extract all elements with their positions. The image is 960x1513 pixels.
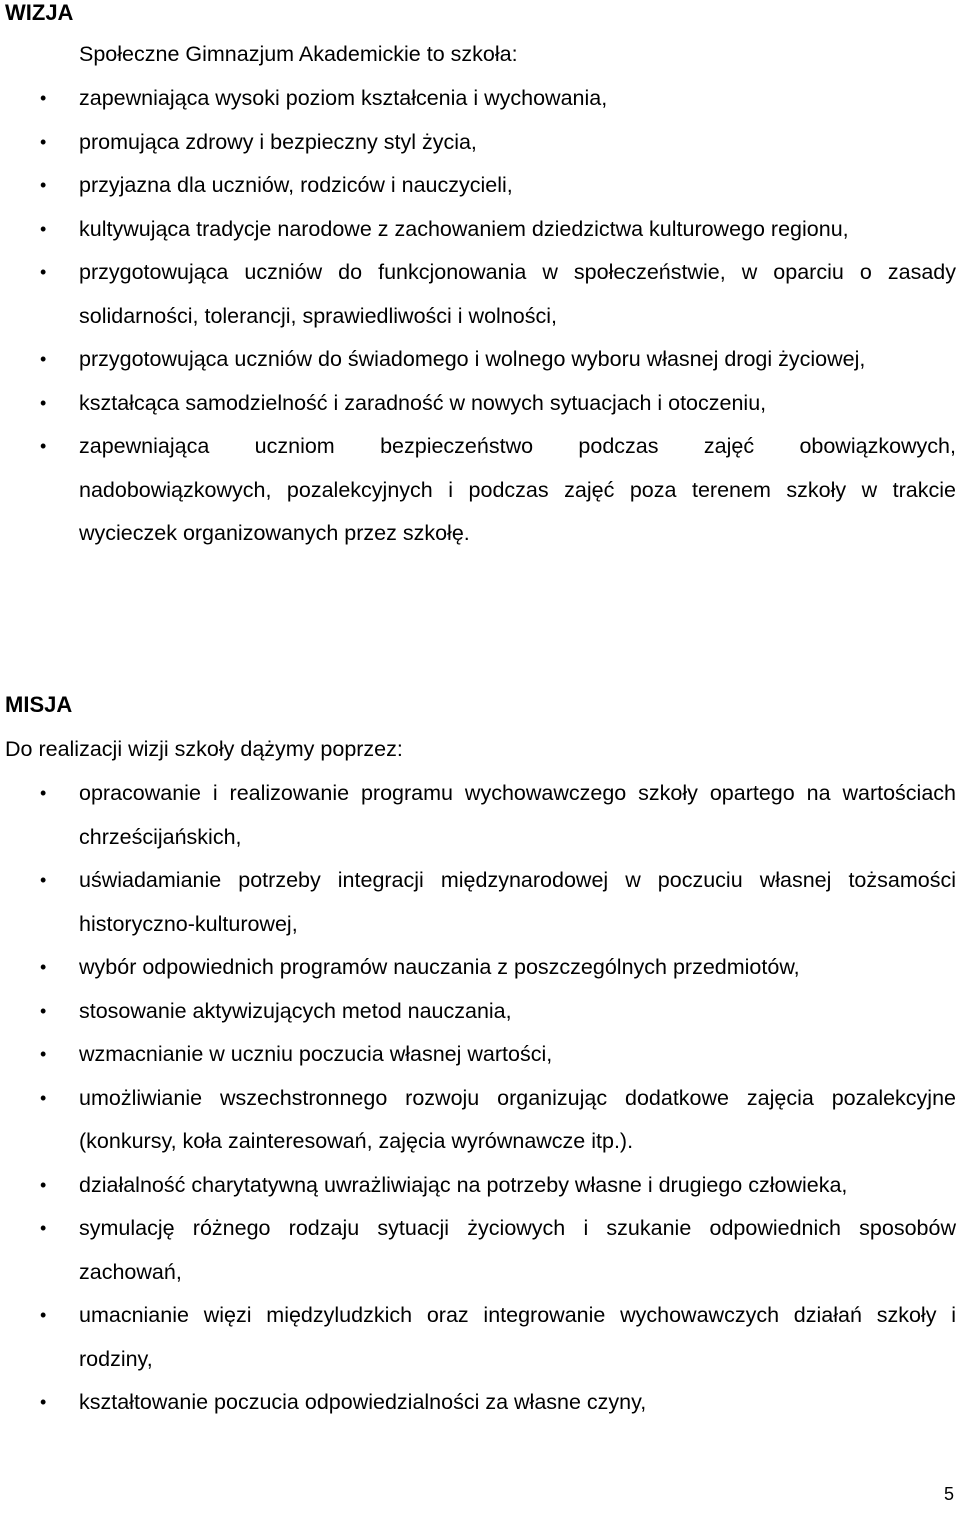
list-item: • promująca zdrowy i bezpieczny styl życia,	[0, 121, 956, 165]
mission-heading: MISJA	[5, 692, 73, 717]
list-item: • zapewniająca uczniom bezpieczeństwo podczas zajęć obowiązkowych, nadobowiązkowych, pozalekcyjnych i podczas zajęć poza terenem szkoły w trakcie wycieczek organizowanych przez szkołę.	[0, 425, 956, 556]
bullet-icon: •	[40, 218, 47, 239]
vision-heading: WIZJA	[5, 0, 74, 25]
bullet-icon: •	[40, 1000, 47, 1021]
list-item: • przyjazna dla uczniów, rodziców i nauczycieli,	[0, 164, 956, 208]
list-item: • umacnianie więzi międzyludzkich oraz integrowanie wychowawczych działań szkoły i rodziny,	[0, 1294, 956, 1381]
list-item: • kształcąca samodzielność i zaradność w nowych sytuacjach i otoczeniu,	[0, 382, 956, 426]
bullet-icon: •	[40, 957, 47, 977]
list-item: • kształtowanie poczucia odpowiedzialności za własne czyny,	[0, 1381, 956, 1425]
list-item: • przygotowująca uczniów do świadomego i wolnego wyboru własnej drogi życiowej,	[0, 338, 956, 382]
bullet-icon: •	[40, 349, 47, 369]
bullet-icon: •	[40, 1218, 47, 1238]
bullet-icon: •	[40, 88, 47, 108]
bullet-icon: •	[40, 1087, 47, 1108]
list-item: • umożliwianie wszechstronnego rozwoju organizując dodatkowe zajęcia pozalekcyjne (konkursy, koła zainteresowań, zajęcia wyrównawcze itp.).	[0, 1077, 956, 1164]
bullet-icon: •	[40, 1174, 47, 1195]
list-item: • przygotowująca uczniów do funkcjonowania w społeczeństwie, w oparciu o zasady solidarności, tolerancji, sprawiedliwości i wolności,	[0, 251, 956, 338]
mission-list	[0, 772, 956, 1425]
list-item: • uświadamianie potrzeby integracji międzynarodowej w poczuciu własnej tożsamości historyczno-kulturowej,	[0, 859, 956, 946]
bullet-icon: •	[40, 175, 47, 195]
bullet-icon: •	[40, 392, 47, 413]
list-item: • opracowanie i realizowanie programu wychowawczego szkoły opartego na wartościach chrześcijańskich,	[0, 772, 956, 859]
bullet-icon: •	[40, 436, 47, 456]
page-number: 5	[943, 1484, 954, 1504]
mission-intro: Do realizacji wizji szkoły dążymy poprzez:	[5, 737, 403, 761]
list-item: • działalność charytatywną uwrażliwiając na potrzeby własne i drugiego człowieka,	[0, 1164, 956, 1208]
bullet-icon: •	[40, 131, 47, 152]
list-item: • wzmacnianie w uczniu poczucia własnej wartości,	[0, 1033, 956, 1077]
bullet-icon: •	[40, 262, 47, 282]
list-item: • stosowanie aktywizujących metod nauczania,	[0, 990, 956, 1034]
list-item: • kultywująca tradycje narodowe z zachowaniem dziedzictwa kulturowego regionu,	[0, 208, 956, 252]
vision-list	[0, 77, 956, 556]
bullet-icon: •	[40, 1305, 47, 1325]
bullet-icon: •	[40, 783, 47, 803]
list-item: • wybór odpowiednich programów nauczania z poszczególnych przedmiotów,	[0, 946, 956, 990]
list-item: • zapewniająca wysoki poziom kształcenia i wychowania,	[0, 77, 956, 121]
bullet-icon: •	[40, 870, 47, 890]
list-item: • symulację różnego rodzaju sytuacji życiowych i szukanie odpowiednich sposobów zachowań,	[0, 1207, 956, 1294]
bullet-icon: •	[40, 1392, 47, 1412]
bullet-icon: •	[40, 1044, 47, 1064]
vision-intro: Społeczne Gimnazjum Akademickie to szkoła:	[79, 42, 518, 66]
